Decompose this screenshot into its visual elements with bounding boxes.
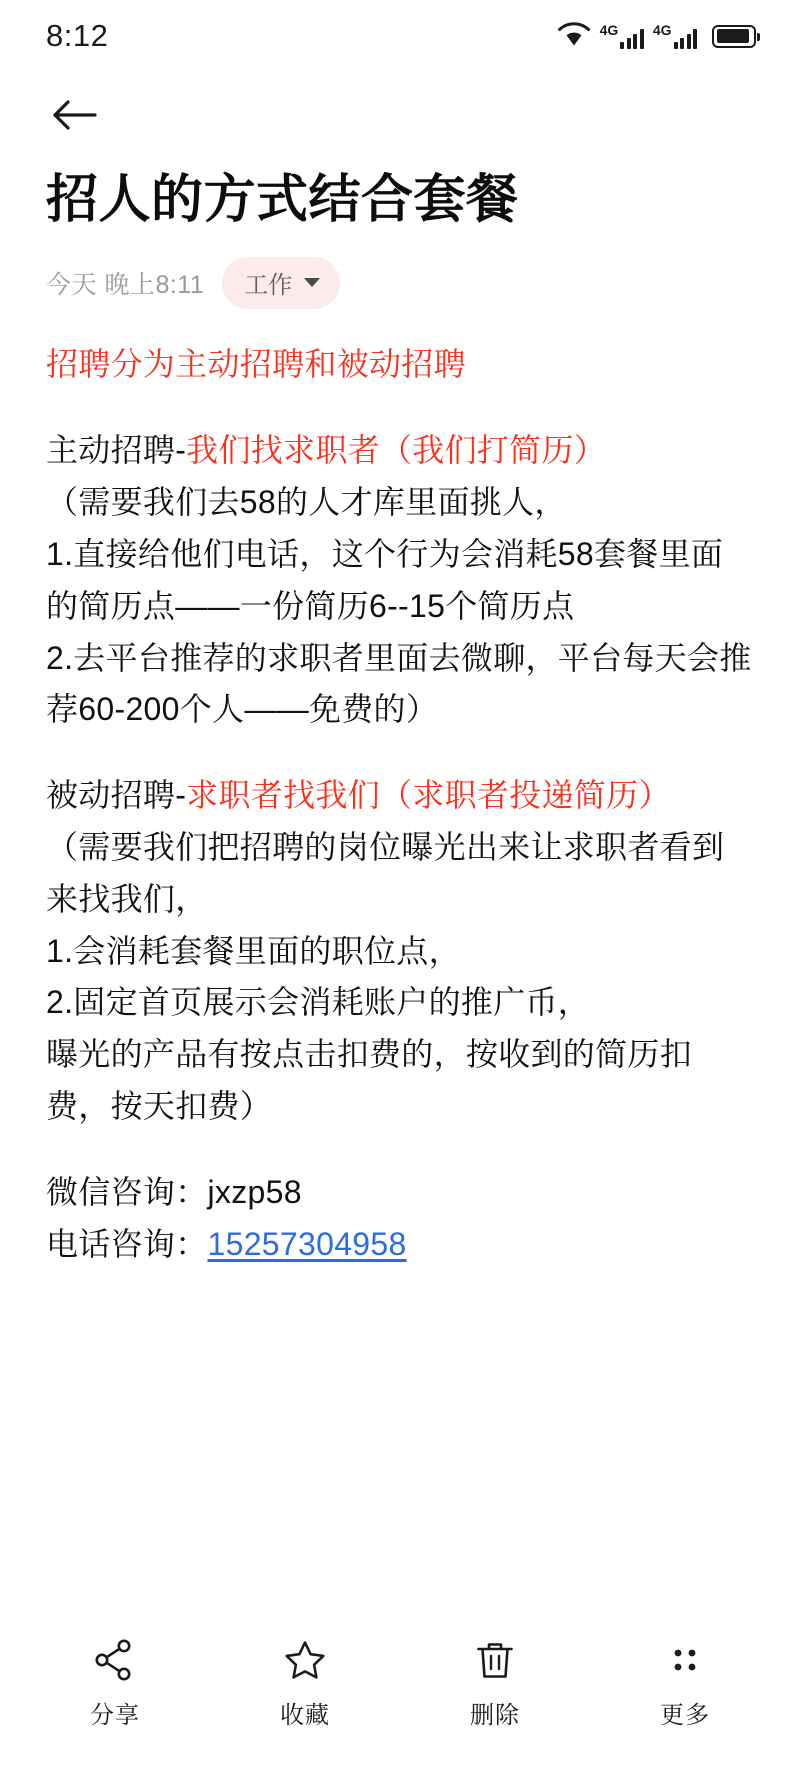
- signal-bars-1: [620, 27, 644, 49]
- delete-button[interactable]: [420, 1637, 570, 1730]
- wechat-contact-line: 微信咨询：jxzp58: [46, 1173, 302, 1210]
- note-heading-line: 招聘分为主动招聘和被动招聘: [46, 346, 466, 383]
- passive-recruit-heading: [46, 770, 754, 822]
- active-recruit-label: 主动招聘-: [46, 432, 187, 469]
- network-type-label-1: 4G: [599, 22, 619, 38]
- phone-number-link[interactable]: 15257304958: [207, 1225, 407, 1262]
- battery-icon: [712, 25, 756, 48]
- signal-icon-1: [600, 23, 644, 49]
- passive-recruit-line-4: 曝光的产品有按点击扣费的，按收到的简历扣费，按天扣费）: [46, 1036, 693, 1125]
- more-label: 更多: [660, 1701, 710, 1729]
- share-button[interactable]: [40, 1637, 190, 1730]
- note-timestamp: 今天 晚上8:11: [46, 271, 205, 300]
- passive-recruit-line-3: 2.固定首页展示会消耗账户的推广币，: [46, 984, 591, 1021]
- spacer: [46, 1133, 754, 1167]
- tag-chip[interactable]: [222, 257, 340, 309]
- page-title: 招人的方式结合套餐: [46, 171, 519, 229]
- active-recruit-accent: 我们找求职者（我们打简历）: [186, 432, 607, 469]
- signal-icon-2: [653, 23, 697, 49]
- back-arrow-icon[interactable]: [46, 87, 102, 143]
- note-meta-row: [46, 257, 754, 309]
- network-type-label-2: 4G: [652, 22, 672, 38]
- wifi-icon: [557, 21, 591, 52]
- spacer: [46, 736, 754, 770]
- more-button[interactable]: [610, 1637, 760, 1730]
- passive-recruit-line-1: （需要我们把招聘的岗位曝光出来让求职者看到来找我们，: [46, 828, 725, 917]
- spacer: [46, 391, 754, 425]
- active-recruit-line-3: 2.去平台推荐的求职者里面去微聊，平台每天会推荐60-200个人——免费的）: [46, 639, 752, 728]
- passive-recruit-line-2: 1.会消耗套餐里面的职位点，: [46, 932, 461, 969]
- more-icon: [663, 1637, 707, 1683]
- trash-icon: [473, 1637, 517, 1683]
- star-icon: [283, 1637, 327, 1683]
- chevron-down-icon: [304, 278, 320, 287]
- passive-recruit-accent: 求职者找我们（求职者投递简历）: [186, 777, 671, 814]
- active-recruit-line-1: （需要我们去58的人才库里面挑人，: [46, 484, 567, 521]
- favorite-label: 收藏: [280, 1701, 330, 1729]
- delete-label: 删除: [470, 1701, 520, 1729]
- status-bar: [0, 0, 800, 72]
- note-content: [0, 158, 800, 1615]
- favorite-button[interactable]: [230, 1637, 380, 1730]
- note-body: [46, 339, 754, 1270]
- tag-label: 工作: [244, 272, 293, 300]
- passive-recruit-label: 被动招聘-: [46, 777, 187, 814]
- signal-bars-2: [674, 27, 698, 49]
- navigation-bar: [0, 72, 800, 158]
- phone-contact-label: 电话咨询：: [46, 1225, 208, 1262]
- bottom-toolbar: [0, 1615, 800, 1765]
- status-icon-group: [557, 21, 756, 52]
- share-label: 分享: [90, 1701, 140, 1729]
- phone-contact-line: [46, 1219, 754, 1271]
- status-time: 8:12: [46, 18, 109, 53]
- active-recruit-line-2: 1.直接给他们电话，这个行为会消耗58套餐里面的简历点——一份简历6--15个简历点: [46, 535, 724, 624]
- active-recruit-heading: [46, 425, 754, 477]
- share-icon: [93, 1637, 137, 1683]
